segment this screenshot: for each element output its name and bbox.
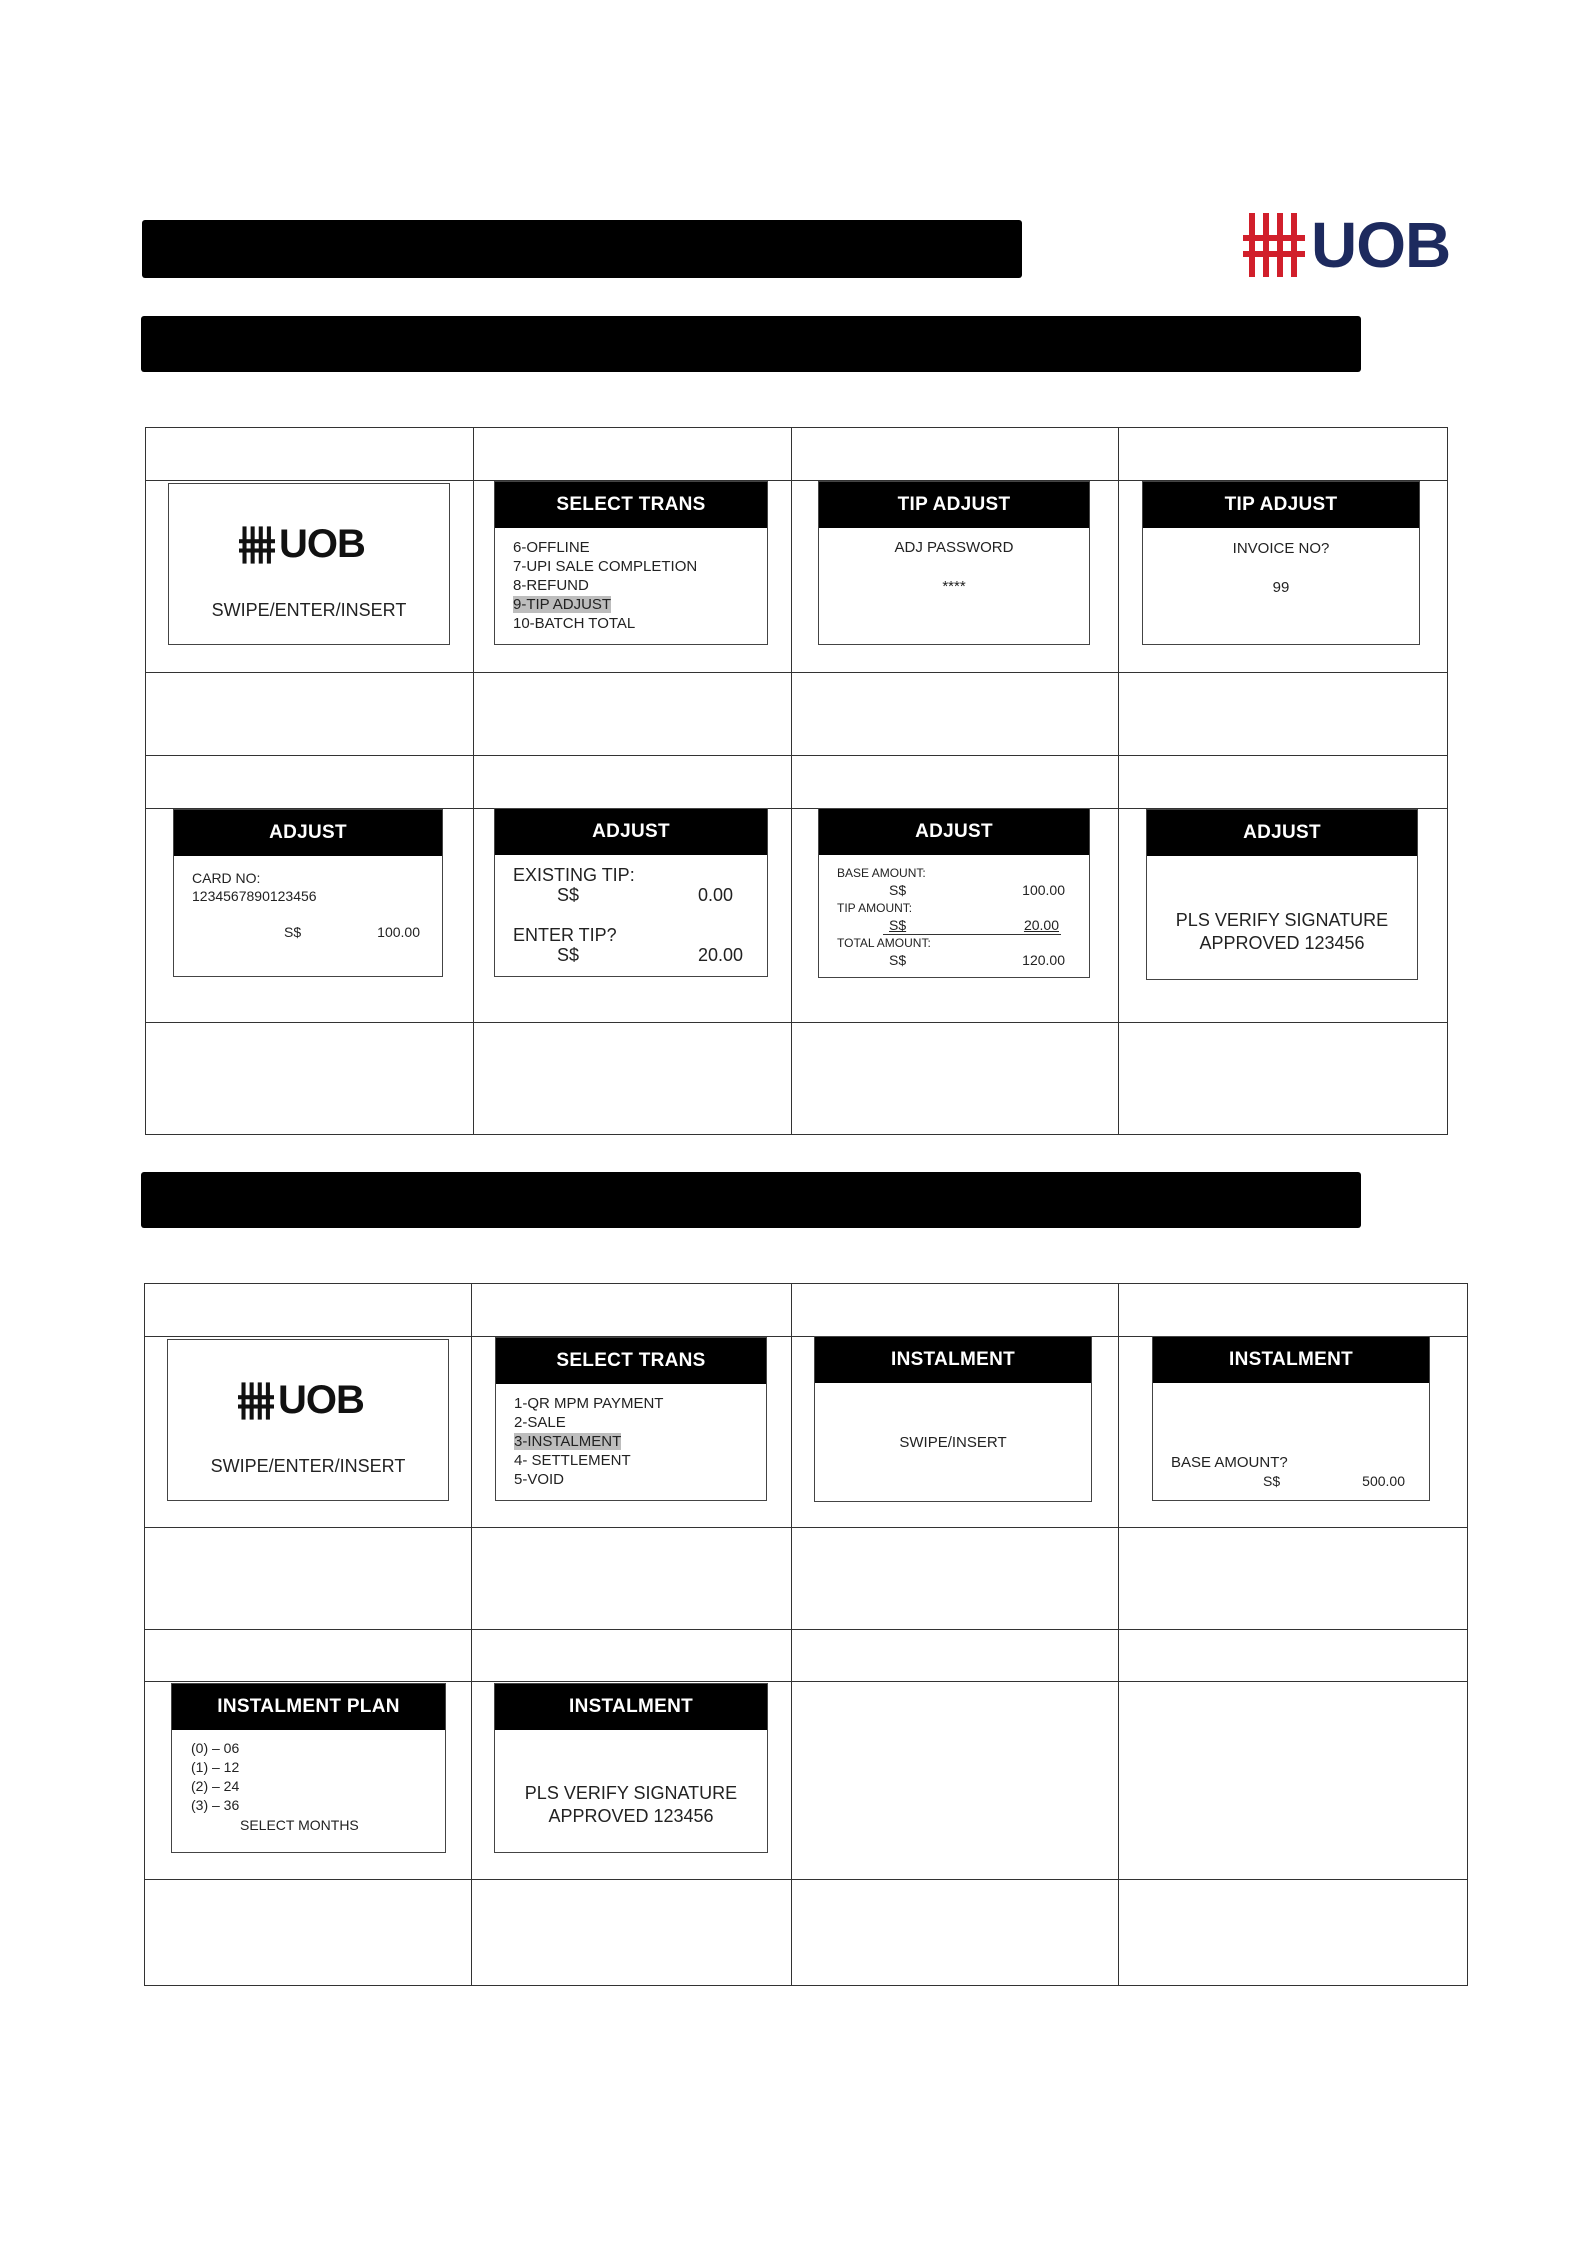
menu-item[interactable]: 5-VOID bbox=[514, 1471, 565, 1488]
enter-tip-label: ENTER TIP? bbox=[513, 925, 617, 945]
sum-divider bbox=[883, 934, 1061, 935]
menu-item-selected[interactable]: 3-INSTALMENT bbox=[514, 1433, 622, 1450]
adjust-approved-screen bbox=[1146, 809, 1418, 980]
screen-title: INSTALMENT bbox=[815, 1337, 1091, 1383]
screen-title: ADJUST bbox=[174, 810, 442, 856]
idle-logo bbox=[238, 1378, 364, 1423]
menu-item-selected[interactable]: 9-TIP ADJUST bbox=[513, 596, 612, 613]
field-label: ADJ PASSWORD bbox=[894, 539, 1014, 556]
card-label: CARD NO: bbox=[192, 870, 261, 886]
idle-logo-text: UOB bbox=[278, 1378, 364, 1422]
uob-logo-mark-icon bbox=[238, 1382, 274, 1420]
screen-title: SELECT TRANS bbox=[496, 1338, 766, 1384]
currency: S$ bbox=[284, 924, 302, 940]
base-amount-input[interactable]: 500.00 bbox=[1362, 1473, 1405, 1489]
message-line-1: PLS VERIFY SIGNATURE bbox=[1175, 910, 1389, 930]
currency: S$ bbox=[557, 885, 580, 905]
screen-title: ADJUST bbox=[495, 809, 767, 855]
base-amount-label: BASE AMOUNT? bbox=[1171, 1454, 1288, 1471]
message-line-2: APPROVED 123456 bbox=[548, 1806, 714, 1826]
plan-option[interactable]: (2) – 24 bbox=[191, 1778, 240, 1794]
menu-item[interactable]: 10-BATCH TOTAL bbox=[513, 615, 636, 632]
total-amount: 120.00 bbox=[1022, 952, 1065, 968]
total-amount-label: TOTAL AMOUNT: bbox=[837, 936, 931, 950]
redacted-section-2-heading bbox=[141, 1172, 1361, 1228]
adjust-summary-screen bbox=[818, 808, 1090, 978]
menu-item[interactable]: 4- SETTLEMENT bbox=[514, 1452, 631, 1469]
menu-item[interactable]: 1-QR MPM PAYMENT bbox=[514, 1395, 664, 1412]
uob-logo-mark-icon bbox=[1243, 213, 1305, 277]
currency: S$ bbox=[557, 945, 580, 965]
swipe-prompt: SWIPE/INSERT bbox=[899, 1434, 1007, 1451]
adjust-card-screen bbox=[173, 809, 443, 977]
currency: S$ bbox=[889, 952, 907, 968]
select-trans-screen bbox=[495, 1337, 767, 1501]
card-number: 1234567890123456 bbox=[192, 888, 317, 904]
amount: 100.00 bbox=[377, 924, 420, 940]
screen-title: TIP ADJUST bbox=[1143, 482, 1419, 528]
plan-option[interactable]: (0) – 06 bbox=[191, 1740, 240, 1756]
currency: S$ bbox=[889, 882, 907, 898]
tip-amount: 20.00 bbox=[1023, 917, 1059, 933]
invoice-field[interactable]: 99 bbox=[1272, 579, 1290, 596]
screen-title: INSTALMENT PLAN bbox=[172, 1684, 445, 1730]
message-line-1: PLS VERIFY SIGNATURE bbox=[524, 1783, 738, 1803]
message-line-2: APPROVED 123456 bbox=[1199, 933, 1365, 953]
screen-title: ADJUST bbox=[819, 809, 1089, 855]
existing-tip-value: 0.00 bbox=[697, 885, 733, 905]
currency: S$ bbox=[889, 917, 907, 933]
screen-title: TIP ADJUST bbox=[819, 482, 1089, 528]
field-label: INVOICE NO? bbox=[1232, 540, 1330, 557]
idle-prompt: SWIPE/ENTER/INSERT bbox=[210, 1456, 406, 1476]
password-field[interactable]: **** bbox=[942, 578, 966, 595]
screen-title: INSTALMENT bbox=[495, 1684, 767, 1730]
redacted-section-1-heading bbox=[141, 316, 1361, 372]
idle-screen bbox=[167, 1339, 449, 1501]
screen-title: SELECT TRANS bbox=[495, 482, 767, 528]
instalment-approved-screen bbox=[494, 1683, 768, 1853]
uob-logo-text: UOB bbox=[1311, 209, 1451, 281]
screen-title: INSTALMENT bbox=[1153, 1337, 1429, 1383]
existing-tip-label: EXISTING TIP: bbox=[513, 865, 635, 885]
idle-logo-text: UOB bbox=[279, 522, 365, 566]
uob-logo-mark-icon bbox=[239, 526, 275, 564]
base-amount: 100.00 bbox=[1022, 882, 1065, 898]
plan-option[interactable]: (1) – 12 bbox=[191, 1759, 240, 1775]
select-trans-screen bbox=[494, 481, 768, 645]
tip-amount-label: TIP AMOUNT: bbox=[837, 901, 913, 915]
tip-input[interactable]: 20.00 bbox=[697, 945, 743, 965]
idle-logo bbox=[239, 522, 365, 567]
instalment-plan-screen bbox=[171, 1683, 446, 1853]
menu-item[interactable]: 2-SALE bbox=[514, 1414, 566, 1431]
currency: S$ bbox=[1263, 1473, 1281, 1489]
plan-option[interactable]: (3) – 36 bbox=[191, 1797, 240, 1813]
screen-title: ADJUST bbox=[1147, 810, 1417, 856]
idle-screen bbox=[168, 483, 450, 645]
uob-logo bbox=[1243, 208, 1450, 282]
adjust-tip-screen bbox=[494, 808, 768, 977]
base-amount-label: BASE AMOUNT: bbox=[837, 866, 926, 880]
menu-item[interactable]: 6-OFFLINE bbox=[513, 539, 590, 556]
menu-item[interactable]: 8-REFUND bbox=[513, 577, 589, 594]
select-months-prompt: SELECT MONTHS bbox=[240, 1817, 359, 1833]
instalment-swipe-screen bbox=[814, 1336, 1092, 1502]
redacted-title-bar bbox=[142, 220, 1022, 278]
menu-item[interactable]: 7-UPI SALE COMPLETION bbox=[513, 558, 698, 575]
idle-prompt: SWIPE/ENTER/INSERT bbox=[211, 600, 407, 620]
instalment-amount-screen bbox=[1152, 1336, 1430, 1501]
adj-password-screen bbox=[818, 481, 1090, 645]
invoice-screen bbox=[1142, 481, 1420, 645]
